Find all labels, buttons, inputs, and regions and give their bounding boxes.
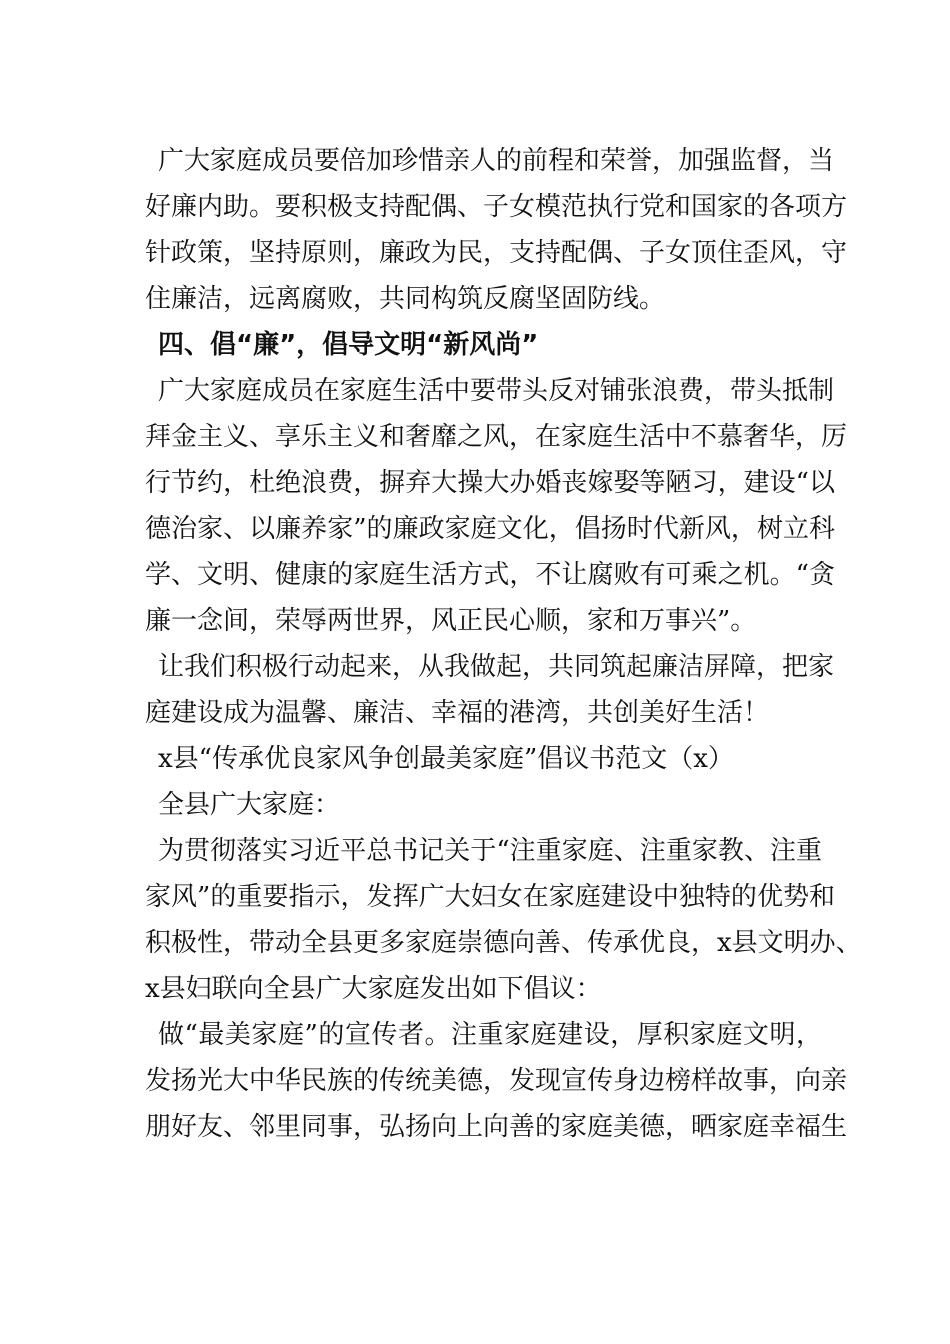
text-line: x县妇联向全县广大家庭发出如下倡议： — [145, 974, 602, 1004]
text-line: 广大家庭成员要倍加珍惜亲人的前程和荣誉，加强监督，当 — [158, 146, 835, 176]
section-heading: 四、倡“廉”，倡导文明“新风尚” — [158, 330, 539, 360]
text-line: 为贯彻落实习近平总书记关于“注重家庭、注重家教、注重 — [158, 836, 822, 866]
document-subtitle: x县“传承优良家风争创最美家庭”倡议书范文（x） — [158, 744, 734, 774]
text-line: 做“最美家庭”的宣传者。注重家庭建设，厚积家庭文明， — [158, 1020, 822, 1050]
text-line: 朋好友、邻里同事，弘扬向上向善的家庭美德，晒家庭幸福生 — [145, 1112, 848, 1142]
text-line: 庭建设成为温馨、廉洁、幸福的港湾，共创美好生活！ — [145, 698, 770, 728]
text-line: 好廉内助。要积极支持配偶、子女模范执行党和国家的各项方 — [145, 192, 848, 222]
salutation: 全县广大家庭： — [158, 790, 341, 820]
text-line: 学、文明、健康的家庭生活方式，不让腐败有可乘之机。“贪 — [145, 560, 835, 590]
text-line: 廉一念间，荣辱两世界，风正民心顺，家和万事兴”。 — [145, 606, 757, 636]
text-line: 积极性，带动全县更多家庭崇德向善、传承优良，x县文明办、 — [145, 928, 862, 958]
text-line: 针政策，坚持原则，廉政为民，支持配偶、子女顶住歪风，守 — [145, 238, 848, 268]
text-line: 德治家、以廉养家”的廉政家庭文化，倡扬时代新风，树立科 — [145, 514, 835, 544]
text-line: 行节约，杜绝浪费，摒弃大操大办婚丧嫁娶等陋习，建设“以 — [145, 468, 835, 498]
text-line: 家风”的重要指示，发挥广大妇女在家庭建设中独特的优势和 — [145, 882, 835, 912]
text-line: 住廉洁，远离腐败，共同构筑反腐坚固防线。 — [145, 284, 666, 314]
text-line: 让我们积极行动起来，从我做起，共同筑起廉洁屏障，把家 — [158, 652, 835, 682]
text-line: 发扬光大中华民族的传统美德，发现宣传身边榜样故事，向亲 — [145, 1066, 848, 1096]
text-line: 广大家庭成员在家庭生活中要带头反对铺张浪费，带头抵制 — [158, 376, 835, 406]
text-line: 拜金主义、享乐主义和奢靡之风，在家庭生活中不慕奢华，厉 — [145, 422, 848, 452]
